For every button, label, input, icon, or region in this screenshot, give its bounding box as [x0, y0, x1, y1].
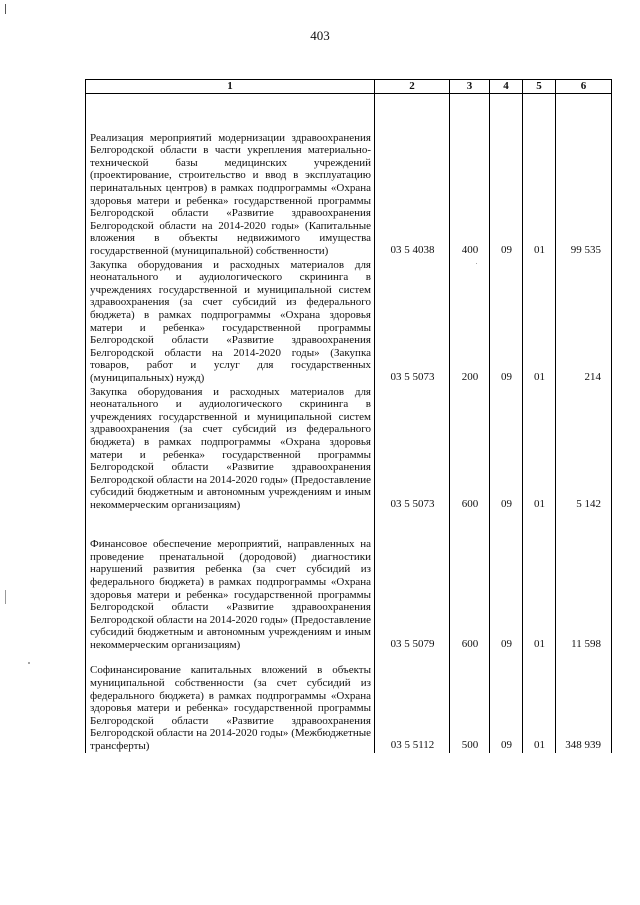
section-code: 09: [490, 258, 523, 385]
expense-description: Реализация мероприятий модернизации здравоохранения Белгородской области в части укрепления материально-технической базы медицинских учреждений (проектирование, строительство и ввод в эксплуатацию перинатальных центров) в рамках подпрограммы «Охрана здоровья матери и ребенка» государственной программы Белгородской области «Развитие здравоохранения Белгородской области на 2014-2020 годы» (Капитальные вложения в объекты недвижимого имущества государственной (муниципальной) собственности): [86, 93, 375, 258]
expense-type-code: 600: [450, 512, 490, 652]
page-number: 403: [310, 28, 330, 43]
expense-type-code: 400: [450, 93, 490, 258]
page-edge-mark: [5, 4, 6, 14]
table-row: [86, 512, 612, 652]
section-code: 09: [490, 385, 523, 512]
subsection-code: 01: [523, 93, 556, 258]
expense-description: Софинансирование капитальных вложений в объекты муниципальной собственности (за счет субсидий из федерального бюджета) в рамках подпрограммы «Охрана здоровья матери и ребенка» государственной программы Белгородской области «Развитие здравоохранения Белгородской области на 2014-2020 годы» (Межбюджетные трансферты): [86, 652, 375, 753]
amount-value: 11 598: [556, 512, 612, 652]
expense-description: Финансовое обеспечение мероприятий, направленных на проведение пренатальной (дородовой) диагностики нарушений развития ребенка (за счет субсидий из федерального бюджета) в рамках подпрограммы «Охрана здоровья матери и ребенка» государственной программы Белгородской области «Развитие здравоохранения Белгородской области на 2014-2020 годы» (Предоставление субсидий бюджетным и автономным учреждениям и иным некоммерческим организациям): [86, 512, 375, 652]
amount-value: 99 535: [556, 93, 612, 258]
table-row: [86, 652, 612, 753]
target-article-code: 03 5 5073: [375, 258, 450, 385]
expense-type-code: 500: [450, 652, 490, 753]
table-row: [86, 93, 612, 258]
expense-description: Закупка оборудования и расходных материалов для неонатального и аудиологического скрининга в учреждениях государственной и муниципальной систем здравоохранения (за счет субсидий из федерального бюджета) в рамках подпрограммы «Охрана здоровья матери и ребенка» государственной программы Белгородской области «Развитие здравоохранения Белгородской области на 2014-2020 годы» (Закупка товаров, работ и услуг для государственных (муниципальных) нужд): [86, 258, 375, 385]
subsection-code: 01: [523, 385, 556, 512]
column-header: 1: [86, 80, 375, 94]
table-row: [86, 385, 612, 512]
column-header: 3: [450, 80, 490, 94]
budget-table: [85, 79, 612, 753]
amount-value: 214: [556, 258, 612, 385]
expense-description: Закупка оборудования и расходных материалов для неонатального и аудиологического скрининга в учреждениях государственной и муниципальной систем здравоохранения (за счет субсидий из федерального бюджета) в рамках подпрограммы «Охрана здоровья матери и ребенка» государственной программы Белгородской области «Развитие здравоохранения Белгородской области на 2014-2020 годы» (Предоставление субсидий бюджетным и автономным учреждениям и иным некоммерческим организациям): [86, 385, 375, 512]
target-article-code: 03 5 5112: [375, 652, 450, 753]
amount-value: 348 939: [556, 652, 612, 753]
target-article-code: 03 5 5079: [375, 512, 450, 652]
section-code: 09: [490, 652, 523, 753]
subsection-code: 01: [523, 258, 556, 385]
table-header-row: [86, 80, 612, 94]
page-edge-mark: [5, 590, 6, 604]
target-article-code: 03 5 5073: [375, 385, 450, 512]
column-header: 4: [490, 80, 523, 94]
subsection-code: 01: [523, 652, 556, 753]
section-code: 09: [490, 93, 523, 258]
expense-type-code: 200: [450, 258, 490, 385]
column-header: 5: [523, 80, 556, 94]
table-row: [86, 258, 612, 385]
column-header: 2: [375, 80, 450, 94]
amount-value: 5 142: [556, 385, 612, 512]
scan-speck: [28, 662, 30, 664]
section-code: 09: [490, 512, 523, 652]
subsection-code: 01: [523, 512, 556, 652]
column-header: 6: [556, 80, 612, 94]
expense-type-code: 600: [450, 385, 490, 512]
target-article-code: 03 5 4038: [375, 93, 450, 258]
